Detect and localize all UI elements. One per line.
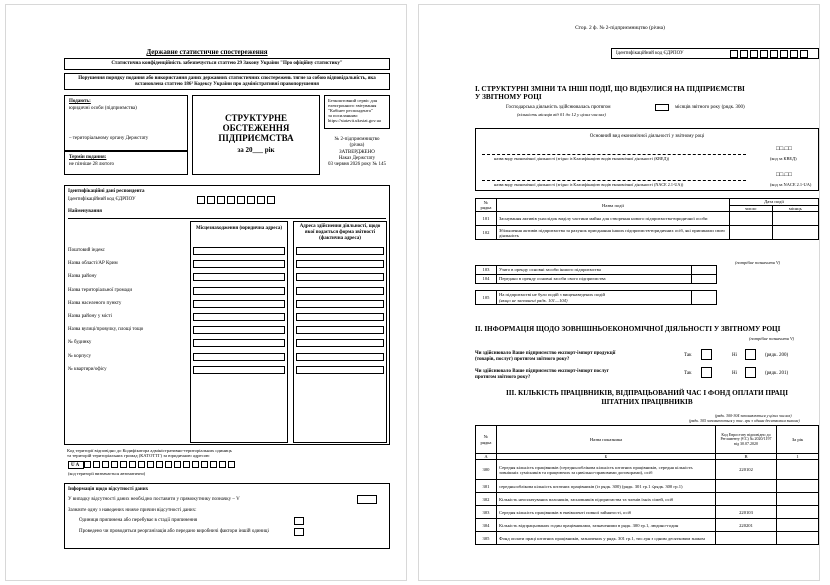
- workers-row-no: 304: [476, 519, 497, 532]
- row-105-mark[interactable]: [692, 291, 717, 305]
- workers-row-code: [716, 532, 777, 545]
- q200-yes-checkbox[interactable]: [701, 349, 712, 360]
- q200-yes: Так: [684, 353, 692, 358]
- submit-box: [64, 95, 188, 151]
- q200-no-checkbox[interactable]: [745, 349, 756, 360]
- event-row-no: 102: [476, 226, 497, 240]
- katottg-line-1: Код території відповідно до Кодифікатора адміністративно-територіальних одиниць: [67, 448, 232, 453]
- workers-table: [475, 425, 819, 545]
- address-row-label: Назва вулиці/провулку, площі тощо: [68, 327, 144, 333]
- legal-address-input[interactable]: [193, 260, 285, 268]
- column-letter: В: [716, 454, 777, 460]
- ident-code-cell[interactable]: [257, 196, 265, 204]
- row-105-text-a: На підприємстві не було подій з вищенаведених подій: [499, 292, 606, 298]
- actual-address-input[interactable]: [296, 366, 384, 374]
- event-day-input[interactable]: [730, 212, 773, 226]
- legal-address-input[interactable]: [193, 287, 285, 295]
- row-105-name: [497, 291, 692, 305]
- q200-row: (рядк. 200): [765, 353, 789, 358]
- absence-line-2: Зазначте одну з наведених нижче причин відсутності даних:: [68, 508, 197, 513]
- column-letter: 1: [777, 454, 819, 460]
- event-row-name: Заснування активів унаслідок виділу частини майна для створення нового підприємства-юридичної особи: [497, 212, 730, 226]
- katottg-cell[interactable]: [147, 461, 154, 468]
- ident-code-cell[interactable]: [217, 196, 225, 204]
- service-line-3: "Кабінет респондента": [328, 108, 373, 113]
- absence-block: [64, 483, 390, 549]
- kved-code-input-1[interactable]: □□.□□: [776, 146, 792, 152]
- workers-row-name: Кількість неоплачуваних власників, засновників підприємства та членів їхніх сімей, осіб: [497, 493, 716, 506]
- ev-col-row: № рядка: [476, 199, 497, 212]
- absence-header: Інформація щодо відсутності даних: [68, 487, 149, 492]
- ident-code-cell[interactable]: [247, 196, 255, 204]
- section-2-note: (потрібне позначити V): [749, 336, 795, 341]
- q201-no-checkbox[interactable]: [745, 367, 756, 378]
- w-col-row: № рядка: [476, 426, 497, 454]
- submit-territorial-body: – територіальному органу Держстату: [69, 136, 149, 141]
- legal-address-input[interactable]: [193, 353, 285, 361]
- form-page-2: [418, 4, 820, 581]
- katottg-cell[interactable]: [138, 461, 145, 468]
- q201-line-a: Чи здійснювало Ваше підприємство експорт-імпорт послуг: [475, 369, 609, 374]
- actual-address-input[interactable]: [296, 313, 384, 321]
- confidentiality-text: Статистична конфіденційність забезпечується статтею 29 Закону України "Про офіційну статистику": [111, 61, 343, 66]
- event-month-input[interactable]: [772, 212, 818, 226]
- months-input[interactable]: [655, 104, 669, 111]
- ident-code-box-2: [611, 48, 819, 59]
- terms-box: [64, 151, 188, 175]
- workers-row-name: Середня кількість працівників в еквіваленті повної зайнятості, осіб: [497, 506, 716, 519]
- absence-line-1: У випадку відсутності даних необхідно поставити у прямокутнику позначку – V: [68, 497, 240, 502]
- workers-row-name: Фонд оплати праці штатних працівників, зазначених у рядк. 301 гр.1, тис.грн з одним десятковим знаком: [497, 532, 716, 545]
- legal-address-input[interactable]: [193, 300, 285, 308]
- kved-caption-1: назва виду економічної діяльності (згідно із Класифікацією видів економічної діяльності (КВЕД)): [494, 156, 670, 161]
- submit-label: Подають:: [69, 99, 91, 104]
- ident-code-cell[interactable]: [267, 196, 275, 204]
- table-row: [476, 226, 819, 240]
- rent-row-mark[interactable]: [692, 275, 717, 284]
- address-row-label: Назва району: [68, 274, 97, 280]
- months-text-b: місяців звітного року (рядк. 300): [675, 105, 745, 110]
- workers-row-value[interactable]: [777, 480, 819, 493]
- rent-row-no: 104: [476, 275, 497, 284]
- workers-row-code: [716, 493, 777, 506]
- table-row: [476, 275, 717, 284]
- actual-address-input[interactable]: [296, 326, 384, 334]
- workers-row-value[interactable]: [777, 532, 819, 545]
- ident-code-label: Ідентифікаційний код ЄДРПОУ: [68, 197, 136, 202]
- actual-address-input[interactable]: [296, 273, 384, 281]
- kved-name-line[interactable]: [482, 154, 746, 155]
- workers-row-value[interactable]: [777, 506, 819, 519]
- workers-row-name: Середня кількість працівників (середньооблікова кількість штатних працівників, середня кількість зовнішніх сумісників та працюючих за цивільно-правовими договорами), осіб: [497, 460, 716, 480]
- katottg-prefix-box: [68, 461, 84, 469]
- confidentiality-box: [64, 58, 390, 70]
- workers-row-no: 302: [476, 493, 497, 506]
- q201-yes: Так: [684, 371, 692, 376]
- table-row: [476, 266, 717, 275]
- ident-code-2-cell[interactable]: [730, 50, 738, 58]
- section-1-title: І. СТРУКТУРНІ ЗМІНИ ТА ІНШІ ПОДІЇ, ЩО ВІДБУЛИСЯ НА ПІДПРИЄМСТВІ: [475, 85, 745, 93]
- row-105-no: 105: [476, 291, 497, 305]
- absence-reason-1: Одиниця припинена або перебуває в стадії припинення: [79, 518, 198, 523]
- q200-line-a: Чи здійснювало Ваше підприємство експорт-імпорт продукції: [475, 351, 616, 356]
- actual-address-input[interactable]: [296, 247, 384, 255]
- actual-address-input[interactable]: [296, 300, 384, 308]
- actual-address-input[interactable]: [296, 260, 384, 268]
- katottg-line-2: та територій територіальних громад (КАТОТТГ) за юридичною адресою: [67, 453, 210, 458]
- ev-col-month: місяць: [772, 206, 818, 212]
- w-col-year: За рік: [777, 426, 819, 454]
- violation-box: [64, 73, 390, 90]
- katottg-cell[interactable]: [219, 461, 226, 468]
- kved-title: Основний вид економічної діяльності у звітному році: [589, 134, 705, 139]
- rent-row-name: Узято в оренду основні засоби іншого підприємства: [497, 266, 692, 275]
- service-line-4: за посиланням:: [328, 113, 358, 118]
- katottg-cell[interactable]: [192, 461, 199, 468]
- ident-code-cell[interactable]: [197, 196, 205, 204]
- legal-address-input[interactable]: [193, 326, 285, 334]
- event-row-no: 101: [476, 212, 497, 226]
- terms-label: Термін подання:: [69, 155, 107, 160]
- w-col-code: Код Евростату відповідно до Регламенту (ЄС) № 2020/1197 від 30.07.2020: [716, 426, 777, 454]
- ident-code-cell[interactable]: [237, 196, 245, 204]
- legal-address-input[interactable]: [193, 366, 285, 374]
- table-row: [476, 506, 819, 519]
- column-letter: Б: [497, 454, 716, 460]
- form-number: № 2-підприємництво: [334, 137, 380, 142]
- katottg-cell[interactable]: [84, 461, 91, 468]
- name-line[interactable]: [68, 218, 386, 219]
- katottg-cell[interactable]: [174, 461, 181, 468]
- legal-address-input[interactable]: [193, 313, 285, 321]
- katottg-cell[interactable]: [210, 461, 217, 468]
- kved-code-label-2: (код за NACE 2.1-UA): [770, 182, 812, 187]
- actual-address-input[interactable]: [296, 287, 384, 295]
- legal-address-input[interactable]: [193, 247, 285, 255]
- table-row: [476, 493, 819, 506]
- address-row-label: Назва області/АР Крим: [68, 261, 118, 267]
- nace-code-input[interactable]: □□.□□: [776, 172, 792, 178]
- title-line-3: ПІДПРИЄМСТВА: [218, 133, 294, 143]
- actual-address-input[interactable]: [296, 353, 384, 361]
- ident-code-2-cell[interactable]: [760, 50, 768, 58]
- title-line-2: ОБСТЕЖЕННЯ: [222, 123, 290, 133]
- service-line-1: Безкоштовний сервіс для: [328, 98, 378, 103]
- katottg-cell[interactable]: [93, 461, 100, 468]
- workers-row-value[interactable]: [777, 519, 819, 532]
- nace-name-line[interactable]: [482, 180, 746, 181]
- event-day-input[interactable]: [730, 226, 773, 240]
- name-label: Найменування: [68, 209, 102, 214]
- address-row-label: Назва населеного пункту: [68, 300, 122, 306]
- service-box: [324, 95, 390, 129]
- ident-code-2-cell[interactable]: [790, 50, 798, 58]
- kved-code-label-1: (код за КВЕД): [770, 156, 797, 161]
- absence-reason-2: Проведено чи проводиться реорганізація або передано виробничі фактори іншій одиниці: [79, 529, 269, 534]
- absence-reason-1-checkbox[interactable]: [294, 517, 304, 525]
- katottg-cell[interactable]: [111, 461, 118, 468]
- page-2-header: Стор. 2 ф. № 2-підприємництво (річна): [575, 25, 665, 31]
- ev-col-date: Дата події: [730, 199, 819, 206]
- workers-row-name: Кількість відпрацьованих годин працівниками, зазначеними в рядк. 300 гр.1, людино-годин: [497, 519, 716, 532]
- ev-col-day: число: [730, 206, 773, 212]
- section-2-title: ІІ. ІНФОРМАЦІЯ ЩОДО ЗОВНІШНЬОЕКОНОМІЧНОЇ ДІЯЛЬНОСТІ У ЗВІТНОМУ РОЦІ: [475, 325, 781, 333]
- column-letter: А: [476, 454, 497, 460]
- title-box: [192, 95, 320, 175]
- workers-row-no: 301: [476, 480, 497, 493]
- katottg-note: (код території визначається автоматично): [68, 471, 146, 476]
- address-row-label: Назва району у місті: [68, 314, 112, 319]
- violation-text: Порушення порядку подання або використання даних державних статистичних спостережень тягне за собою відповідальність, яка встановлена статтею 186³ Кодексу України про адміністративні правопорушення: [78, 76, 376, 87]
- absence-reason-2-checkbox[interactable]: [294, 528, 304, 536]
- katottg-cell[interactable]: [156, 461, 163, 468]
- workers-row-name: середньооблікова кількість штатних працівників (із рядк. 300) (рядк. 301 гр.1 ≤рядк. 300 гр.1): [497, 480, 716, 493]
- events-table: [475, 198, 819, 240]
- service-url[interactable]: https://statzvit.ukrstat.gov.ua: [328, 118, 381, 123]
- katottg-cell[interactable]: [120, 461, 127, 468]
- submit-legal-entities: юридичні особи (підприємства): [69, 106, 137, 111]
- rent-row-no: 103: [476, 266, 497, 275]
- events-note: (потрібне позначити V): [735, 260, 781, 265]
- rent-row-mark[interactable]: [692, 266, 717, 275]
- q200-line-b: (товарів, послуг) протягом звітного року?: [475, 357, 570, 362]
- katottg-cell[interactable]: [102, 461, 109, 468]
- ident-code-2-cell[interactable]: [800, 50, 808, 58]
- katottg-cell[interactable]: [201, 461, 208, 468]
- terms-value: не пізніше 28 лютого: [69, 162, 115, 167]
- title-line-1: СТРУКТУРНЕ: [224, 113, 287, 123]
- katottg-cell[interactable]: [183, 461, 190, 468]
- ident-code-cell[interactable]: [227, 196, 235, 204]
- katottg-cell[interactable]: [129, 461, 136, 468]
- table-row: [476, 460, 819, 480]
- ident-code-2-cell[interactable]: [750, 50, 758, 58]
- workers-row-no: 305: [476, 532, 497, 545]
- workers-row-value[interactable]: [777, 493, 819, 506]
- table-row: [476, 532, 819, 545]
- table-row: [476, 519, 819, 532]
- approved-label: ЗАТВЕРДЖЕНО: [339, 150, 375, 155]
- address-row-label: Назва територіальної громади: [68, 287, 133, 293]
- katottg-cell[interactable]: [165, 461, 172, 468]
- kved-box: [475, 128, 819, 191]
- ident-code-label-2: Ідентифікаційний код ЄДРПОУ: [616, 51, 684, 56]
- row-105-table: [475, 290, 717, 305]
- q201-row: (рядк. 201): [765, 371, 789, 376]
- workers-row-code: [716, 480, 777, 493]
- address-row-label: № квартири/офісу: [68, 366, 107, 372]
- workers-row-code: 220102: [716, 460, 777, 480]
- order-date: 03 червня 2026 року № 145: [328, 162, 386, 167]
- months-note: (кількість місяців від 01 до 12 у цілих числах): [517, 112, 606, 117]
- legal-address-header: Місцезнаходження (юридична адреса): [195, 226, 283, 231]
- order-label: Наказ Держстату: [338, 156, 376, 161]
- w-col-name: Назва показника: [497, 426, 716, 454]
- address-row-label: Поштовий індекс: [68, 248, 105, 253]
- table-row: [476, 480, 819, 493]
- title-year: за 20___ рік: [237, 146, 275, 154]
- workers-row-code: 220201: [716, 519, 777, 532]
- workers-row-no: 300: [476, 460, 497, 480]
- kved-caption-2: назва виду економічної діяльності (згідно із Класифікацією видів економічної діяльності (NACE 2.1-UA)): [494, 182, 684, 187]
- ident-code-2-cell[interactable]: [770, 50, 778, 58]
- ident-code-2-cell[interactable]: [740, 50, 748, 58]
- actual-address-input[interactable]: [296, 339, 384, 347]
- katottg-cell[interactable]: [228, 461, 235, 468]
- ident-code-cell[interactable]: [207, 196, 215, 204]
- workers-row-value[interactable]: [777, 460, 819, 480]
- q201-no: Ні: [732, 371, 737, 376]
- form-period: (річна): [349, 143, 365, 148]
- rent-table: [475, 265, 717, 284]
- section-3-title-2: ШТАТНИХ ПРАЦІВНИКІВ: [601, 398, 693, 406]
- event-month-input[interactable]: [772, 226, 818, 240]
- legal-address-input[interactable]: [193, 273, 285, 281]
- ev-col-name: Назва події: [497, 199, 730, 212]
- service-line-2: електронного звітування: [328, 103, 377, 108]
- section-3-note-2: (рядк. 305 заповнюються у тис. грн з одним десятковим знаком): [689, 418, 800, 423]
- section-3-note-1: (рядк. 300-304 заповнюються у цілих числах): [715, 413, 792, 418]
- q200-no: Ні: [732, 353, 737, 358]
- katottg-prefix: U A: [71, 463, 80, 468]
- address-row-label: № будинку: [68, 340, 92, 346]
- table-row: [476, 212, 819, 226]
- address-row-label: № корпусу: [68, 353, 92, 359]
- q201-yes-checkbox[interactable]: [701, 367, 712, 378]
- row-105-text-b: (якщо не заповнені рядк. 101—104): [499, 297, 568, 303]
- ident-header: Ідентифікаційні дані респондента: [68, 189, 145, 194]
- workers-row-code: 220103: [716, 506, 777, 519]
- rent-row-name: Передано в оренду основні засоби свого підприємства: [497, 275, 692, 284]
- months-text-a: Господарська діяльність здійснювалась протягом: [506, 105, 611, 110]
- section-3-title: ІІІ. КІЛЬКІСТЬ ПРАЦІВНИКІВ, ВІДПРАЦЬОВАНИЙ ЧАС І ФОНД ОПЛАТИ ПРАЦІ: [505, 389, 789, 397]
- section-1-title-2: У ЗВІТНОМУ РОЦІ: [475, 93, 542, 101]
- event-row-name: Збільшення активів підприємства за рахунок приєднання інших підприємств-юридичних осіб, які припинили свою діяльність: [497, 226, 730, 240]
- respondent-ident-block: [64, 185, 390, 445]
- actual-address-header: Адреса здійснення діяльності, щодо якої подається форма звітності (фактична адреса): [299, 224, 381, 241]
- legal-address-input[interactable]: [193, 339, 285, 347]
- workers-row-no: 303: [476, 506, 497, 519]
- absence-checkbox[interactable]: [357, 495, 377, 504]
- header-title: Державне статистичне спостереження: [146, 48, 268, 56]
- form-page-1: [5, 4, 407, 581]
- q201-line-b: протягом звітного року?: [475, 375, 531, 380]
- ident-code-2-cell[interactable]: [780, 50, 788, 58]
